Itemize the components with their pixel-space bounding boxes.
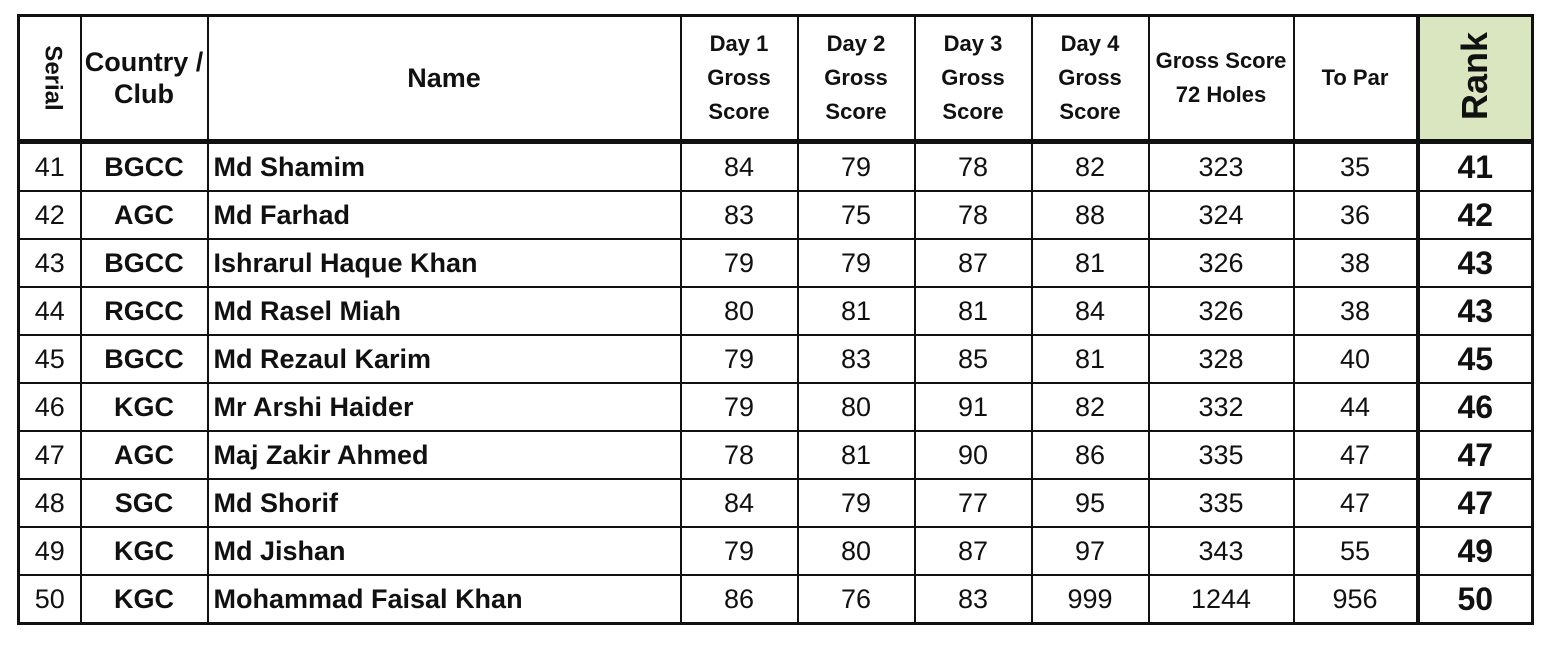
serial-cell: 48 xyxy=(19,479,81,527)
rank-cell: 45 xyxy=(1418,335,1533,383)
club-cell: AGC xyxy=(81,431,208,479)
to-par-header: To Par xyxy=(1294,16,1418,142)
day3-cell: 91 xyxy=(915,383,1032,431)
gross-cell: 326 xyxy=(1149,287,1294,335)
day1-cell: 79 xyxy=(681,335,798,383)
club-cell: KGC xyxy=(81,383,208,431)
serial-cell: 50 xyxy=(19,575,81,624)
scoreboard-sheet xyxy=(17,14,1531,630)
gross-cell: 332 xyxy=(1149,383,1294,431)
club-cell: KGC xyxy=(81,527,208,575)
header-row xyxy=(19,16,1533,142)
rank-cell: 47 xyxy=(1418,479,1533,527)
gross-cell: 328 xyxy=(1149,335,1294,383)
rank-cell: 43 xyxy=(1418,287,1533,335)
rank-cell: 43 xyxy=(1418,239,1533,287)
to-par-cell: 36 xyxy=(1294,191,1418,239)
to-par-cell: 55 xyxy=(1294,527,1418,575)
club-cell: KGC xyxy=(81,575,208,624)
club-cell: BGCC xyxy=(81,335,208,383)
to-par-cell: 40 xyxy=(1294,335,1418,383)
gross-cell: 326 xyxy=(1149,239,1294,287)
day2-cell: 81 xyxy=(798,431,915,479)
name-cell: Mr Arshi Haider xyxy=(208,383,681,431)
day3-cell: 78 xyxy=(915,191,1032,239)
table-row xyxy=(19,431,1533,479)
day3-cell: 77 xyxy=(915,479,1032,527)
to-par-cell: 956 xyxy=(1294,575,1418,624)
day4-cell: 82 xyxy=(1032,383,1149,431)
to-par-cell: 38 xyxy=(1294,287,1418,335)
day1-cell: 86 xyxy=(681,575,798,624)
day4-cell: 97 xyxy=(1032,527,1149,575)
rank-cell: 47 xyxy=(1418,431,1533,479)
name-cell: Md Rasel Miah xyxy=(208,287,681,335)
serial-header xyxy=(19,16,81,142)
club-cell: AGC xyxy=(81,191,208,239)
serial-cell: 45 xyxy=(19,335,81,383)
table-row xyxy=(19,575,1533,624)
rank-cell: 42 xyxy=(1418,191,1533,239)
serial-cell: 42 xyxy=(19,191,81,239)
serial-cell: 47 xyxy=(19,431,81,479)
day4-cell: 81 xyxy=(1032,239,1149,287)
gross-cell: 323 xyxy=(1149,142,1294,192)
day2-cell: 80 xyxy=(798,527,915,575)
day2-cell: 76 xyxy=(798,575,915,624)
name-cell: Md Rezaul Karim xyxy=(208,335,681,383)
rank-cell: 50 xyxy=(1418,575,1533,624)
day3-cell: 81 xyxy=(915,287,1032,335)
day2-cell: 79 xyxy=(798,239,915,287)
name-cell: Md Shorif xyxy=(208,479,681,527)
table-body xyxy=(19,142,1533,624)
table-row xyxy=(19,239,1533,287)
day1-cell: 79 xyxy=(681,527,798,575)
club-cell: BGCC xyxy=(81,239,208,287)
table-row xyxy=(19,479,1533,527)
rank-header-label: Rank xyxy=(1454,31,1496,120)
gross-cell: 324 xyxy=(1149,191,1294,239)
day4-cell: 88 xyxy=(1032,191,1149,239)
day2-cell: 80 xyxy=(798,383,915,431)
day1-header: Day 1 Gross Score xyxy=(681,16,798,142)
day2-cell: 79 xyxy=(798,142,915,192)
rank-header xyxy=(1418,16,1533,142)
to-par-cell: 47 xyxy=(1294,431,1418,479)
serial-cell: 43 xyxy=(19,239,81,287)
gross-header: Gross Score 72 Holes xyxy=(1149,16,1294,142)
club-cell: RGCC xyxy=(81,287,208,335)
day4-cell: 86 xyxy=(1032,431,1149,479)
day3-cell: 87 xyxy=(915,527,1032,575)
day2-cell: 79 xyxy=(798,479,915,527)
name-cell: Mohammad Faisal Khan xyxy=(208,575,681,624)
name-cell: Ishrarul Haque Khan xyxy=(208,239,681,287)
to-par-cell: 44 xyxy=(1294,383,1418,431)
gross-cell: 335 xyxy=(1149,479,1294,527)
day3-header: Day 3 Gross Score xyxy=(915,16,1032,142)
serial-cell: 44 xyxy=(19,287,81,335)
day1-cell: 84 xyxy=(681,479,798,527)
club-cell: BGCC xyxy=(81,142,208,192)
gross-cell: 335 xyxy=(1149,431,1294,479)
day2-cell: 75 xyxy=(798,191,915,239)
day3-cell: 87 xyxy=(915,239,1032,287)
gross-cell: 343 xyxy=(1149,527,1294,575)
score-table xyxy=(17,14,1534,625)
table-row xyxy=(19,383,1533,431)
country-header: Country / Club xyxy=(81,16,208,142)
to-par-cell: 35 xyxy=(1294,142,1418,192)
table-row xyxy=(19,142,1533,192)
day1-cell: 83 xyxy=(681,191,798,239)
day3-cell: 90 xyxy=(915,431,1032,479)
rank-cell: 49 xyxy=(1418,527,1533,575)
day4-cell: 84 xyxy=(1032,287,1149,335)
name-cell: Md Shamim xyxy=(208,142,681,192)
day4-cell: 81 xyxy=(1032,335,1149,383)
day1-cell: 79 xyxy=(681,239,798,287)
to-par-cell: 47 xyxy=(1294,479,1418,527)
rank-cell: 46 xyxy=(1418,383,1533,431)
day2-header: Day 2 Gross Score xyxy=(798,16,915,142)
day4-header: Day 4 Gross Score xyxy=(1032,16,1149,142)
day1-cell: 79 xyxy=(681,383,798,431)
day4-cell: 95 xyxy=(1032,479,1149,527)
serial-header-label: Serial xyxy=(39,45,67,111)
day2-cell: 81 xyxy=(798,287,915,335)
day3-cell: 78 xyxy=(915,142,1032,192)
day2-cell: 83 xyxy=(798,335,915,383)
table-row xyxy=(19,191,1533,239)
day1-cell: 78 xyxy=(681,431,798,479)
to-par-cell: 38 xyxy=(1294,239,1418,287)
name-cell: Md Farhad xyxy=(208,191,681,239)
day1-cell: 80 xyxy=(681,287,798,335)
club-cell: SGC xyxy=(81,479,208,527)
table-row xyxy=(19,335,1533,383)
day3-cell: 83 xyxy=(915,575,1032,624)
day1-cell: 84 xyxy=(681,142,798,192)
rank-cell: 41 xyxy=(1418,142,1533,192)
name-cell: Md Jishan xyxy=(208,527,681,575)
name-header: Name xyxy=(208,16,681,142)
day3-cell: 85 xyxy=(915,335,1032,383)
table-row xyxy=(19,287,1533,335)
day4-cell: 82 xyxy=(1032,142,1149,192)
day4-cell: 999 xyxy=(1032,575,1149,624)
serial-cell: 49 xyxy=(19,527,81,575)
table-row xyxy=(19,527,1533,575)
name-cell: Maj Zakir Ahmed xyxy=(208,431,681,479)
serial-cell: 46 xyxy=(19,383,81,431)
gross-cell: 1244 xyxy=(1149,575,1294,624)
serial-cell: 41 xyxy=(19,142,81,192)
